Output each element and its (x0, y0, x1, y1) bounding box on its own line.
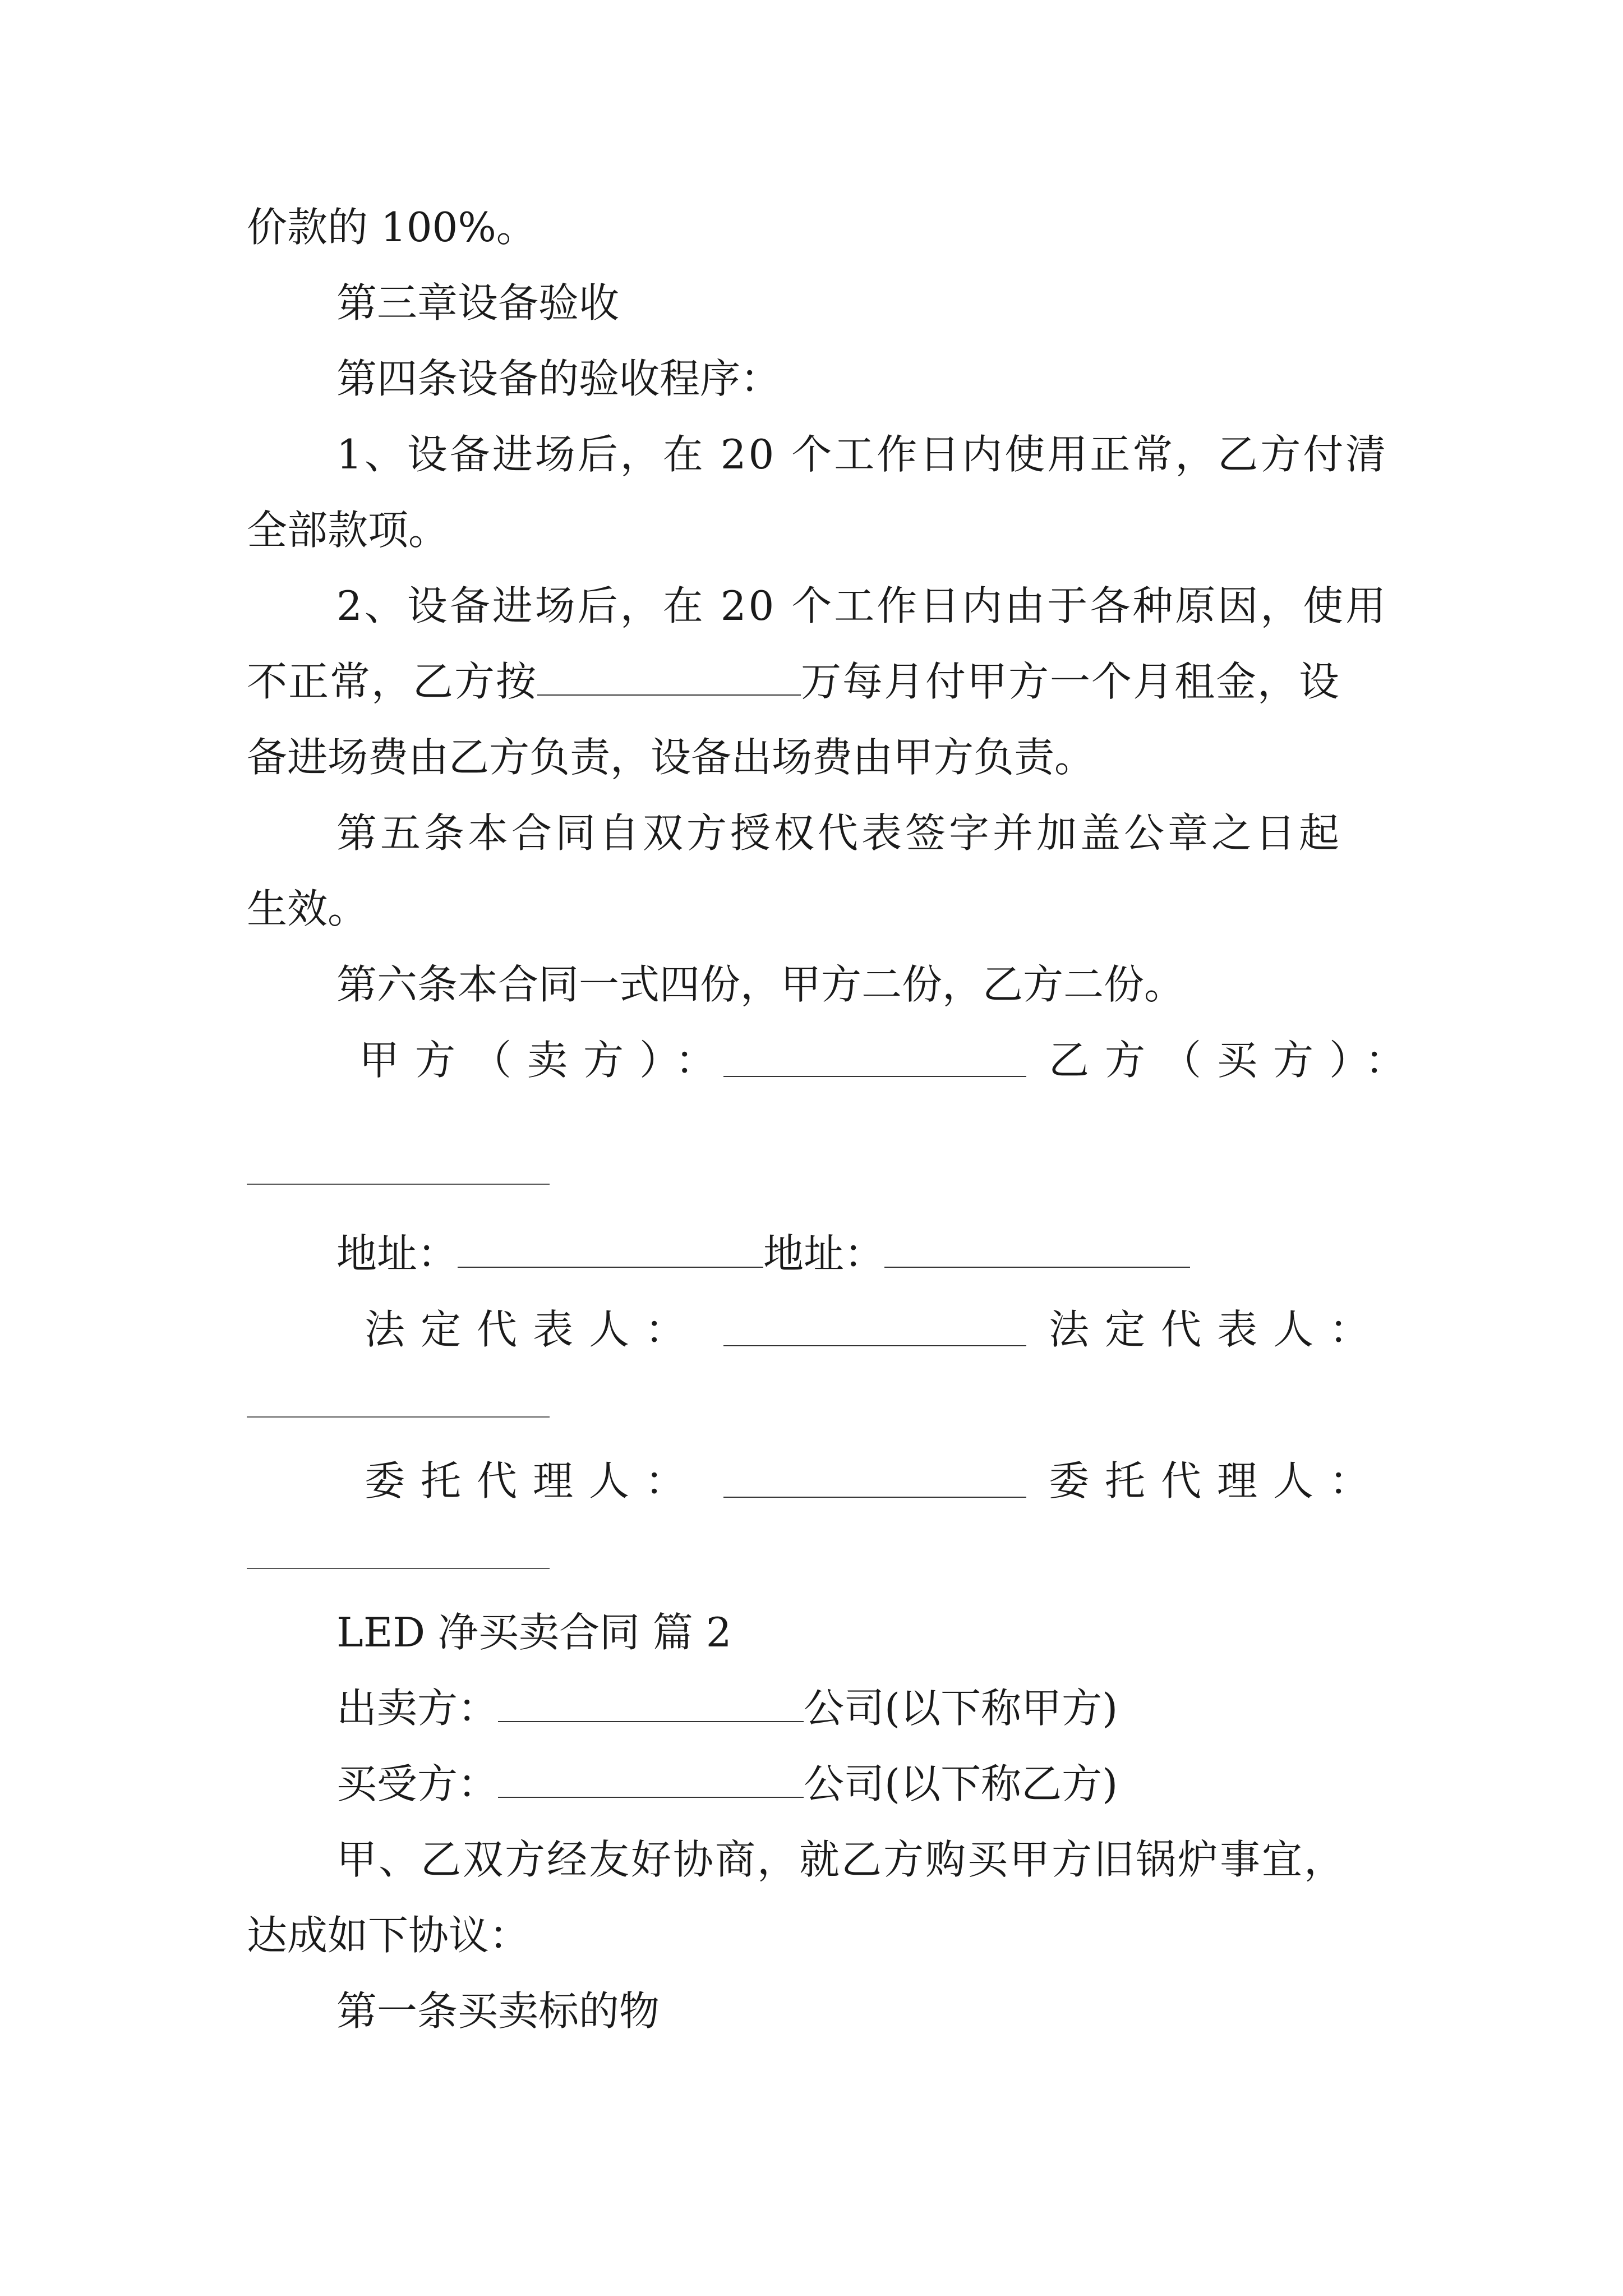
text-line: 全部款项。 (247, 507, 449, 554)
text-line: 甲、乙双方经友好协商，就乙方购买甲方旧锅炉事宜， (336, 1836, 1347, 1883)
signature-blank (723, 1306, 1026, 1346)
section-title: LED 净买卖合同 篇 2 (336, 1609, 732, 1656)
buyer-blank (498, 1757, 804, 1798)
text-segment: 公司(以下称乙方) (804, 1760, 1118, 1807)
text-segment: 公司(以下称甲方) (804, 1685, 1118, 1732)
text-line: 1、设备进场后，在 20 个工作日内使用正常，乙方付清 (336, 431, 1389, 478)
text-line (336, 1226, 1190, 1282)
fill-blank (537, 655, 801, 696)
party-a-label: 甲方（卖方）： (359, 1037, 732, 1084)
legal-rep-label: 法定代表人： (1049, 1306, 1386, 1353)
text-line (247, 654, 1340, 710)
buyer-label: 买受方： (336, 1760, 499, 1807)
text-line (336, 1756, 1118, 1812)
legal-rep-label: 法定代表人： (365, 1306, 702, 1353)
chapter-heading: 第三章设备验收 (336, 279, 620, 326)
text-line: 生效。 (247, 885, 368, 932)
text-line: 备进场费由乙方负责，设备出场费由甲方负责。 (247, 734, 1095, 781)
article-heading: 第四条设备的验收程序： (336, 355, 781, 402)
text-segment: 不正常，乙方按 (247, 658, 538, 705)
text-line: 达成如下协议： (247, 1912, 530, 1959)
address-label: 地址： (336, 1230, 458, 1277)
signature-blank (247, 1184, 550, 1185)
address-blank (458, 1227, 763, 1268)
signature-blank (247, 1416, 550, 1418)
signature-blank (247, 1568, 550, 1569)
text-line (336, 1680, 1118, 1736)
article-heading: 第一条买卖标的物 (336, 1987, 660, 2035)
text-line: 2、设备进场后，在 20 个工作日内由于各种原因，使用 (336, 582, 1389, 629)
address-label: 地址： (763, 1230, 885, 1277)
text-line: 第五条本合同自双方授权代表签字并加盖公章之日起 (336, 809, 1343, 857)
party-b-label: 乙方（买方）： (1049, 1037, 1422, 1084)
signature-blank (723, 1457, 1026, 1498)
seller-label: 出卖方： (336, 1685, 499, 1732)
signature-blank (723, 1037, 1026, 1077)
agent-label: 委托代理人： (1049, 1457, 1386, 1504)
text-line: 价款的 100%。 (247, 204, 537, 251)
text-line: 第六条本合同一式四份，甲方二份，乙方二份。 (336, 961, 1185, 1008)
text-segment: 万每月付甲方一个月租金，设 (801, 658, 1341, 705)
agent-label: 委托代理人： (365, 1457, 702, 1504)
seller-blank (498, 1682, 804, 1722)
address-blank (884, 1227, 1190, 1268)
